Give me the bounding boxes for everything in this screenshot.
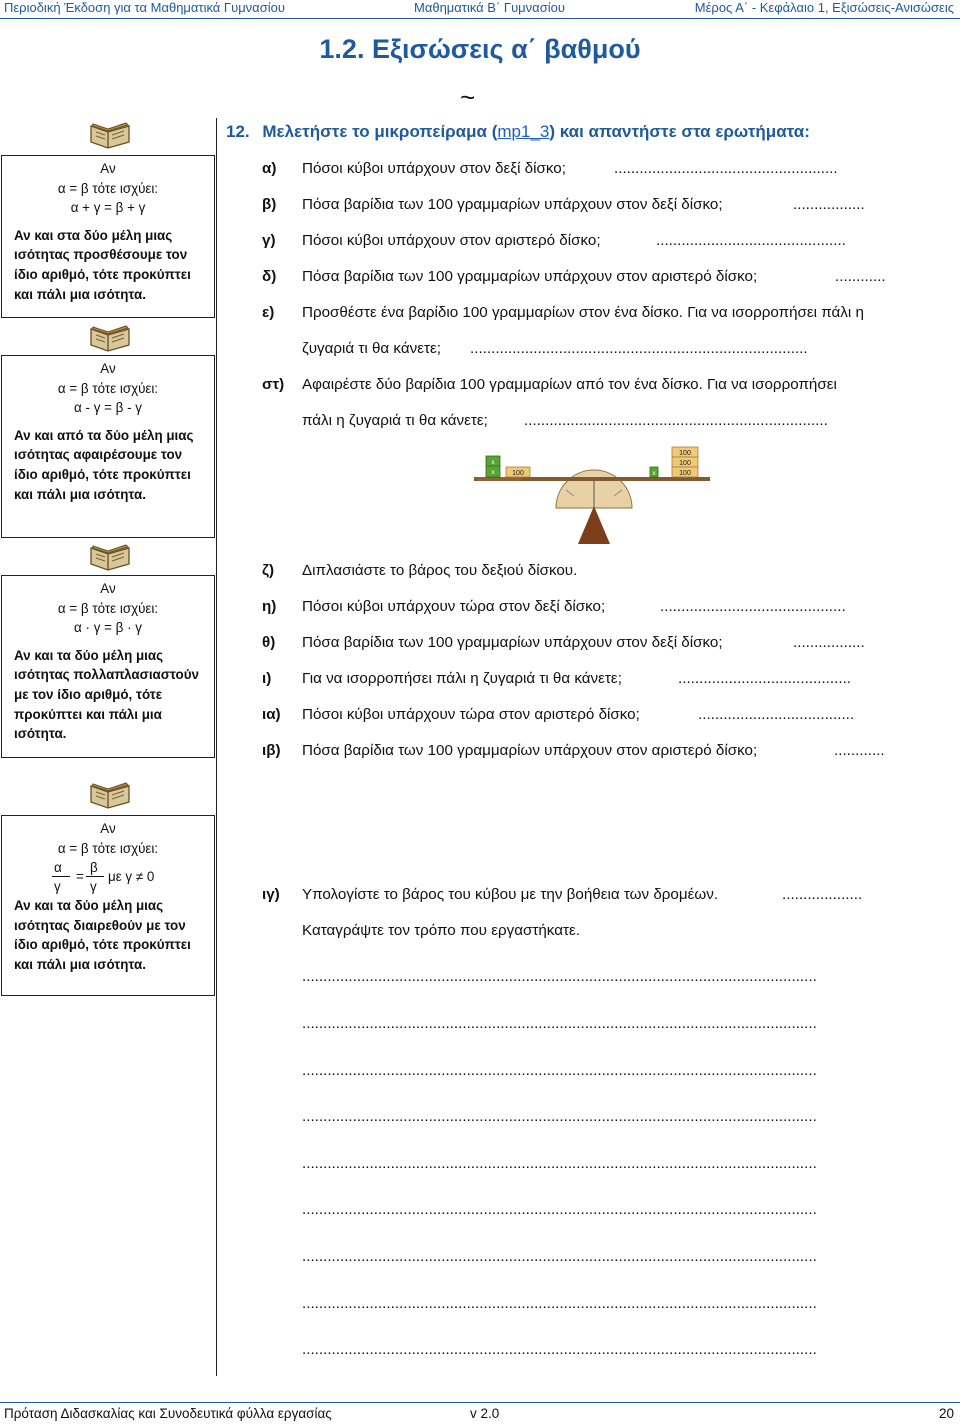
question-text: Αφαιρέστε δύο βαρίδια 100 γραμμαρίων από τον ένα δίσκο. Για να ισορροπήσει: [302, 376, 837, 393]
rule-formula: α + γ = β + γ: [70, 200, 146, 216]
question-label: ζ): [262, 562, 275, 579]
rule-premise: α = β τότε ισχύει:: [57, 180, 159, 196]
rule-if: Αν: [100, 581, 116, 596]
writing-line[interactable]: ..........................................................................................................................: [302, 1155, 817, 1172]
writing-line[interactable]: ..........................................................................................................................: [302, 1015, 817, 1032]
weight-label-right: 100: [679, 460, 691, 467]
question-label: α): [262, 160, 277, 177]
answer-line-th: .................: [793, 634, 865, 651]
rule-formula: α - γ = β - γ: [74, 400, 142, 416]
rule-formula: α · γ = β · γ: [74, 620, 142, 636]
writing-line[interactable]: ..........................................................................................................................: [302, 1295, 817, 1312]
rule-premise: α = β τότε ισχύει:: [57, 380, 159, 396]
rule-box-subtraction: [1, 355, 215, 538]
answer-line-b: .................: [793, 196, 865, 213]
fraction-numerator-right: β: [90, 860, 98, 876]
question-label: στ): [262, 376, 285, 393]
rule-box-addition: [1, 155, 215, 318]
cube-label: x: [491, 460, 495, 466]
footer-version: v 2.0: [470, 1406, 500, 1421]
answer-line-d: ............: [835, 268, 886, 285]
question-text-cont: ζυγαριά τι θα κάνετε;: [302, 340, 441, 357]
page-title: 1.2. Εξισώσεις α΄ βαθμού: [319, 34, 641, 64]
rule-if: Αν: [100, 821, 116, 836]
header-center: Μαθηματικά Β΄ Γυμνασίου: [414, 0, 565, 15]
answer-line-e: ................................................................................: [470, 340, 808, 357]
fraction-condition: με γ ≠ 0: [108, 869, 155, 885]
writing-line[interactable]: ..........................................................................................................................: [302, 1341, 817, 1358]
answer-line-ig: ...................: [782, 886, 863, 903]
exercise-intro-before: Μελετήστε το μικροπείραμα (: [262, 122, 498, 141]
rule-description: Αν και τα δύο μέλη μιας ισότητας πολλαπλασιαστούν με τον ίδιο αριθμό, τότε προκύπτει και πάλι μια ισότητα.: [14, 647, 199, 742]
rule-description: Αν και στα δύο μέλη μιας ισότητας προσθέσουμε τον ίδιο αριθμό, τότε προκύπτει και πάλι μια ισότητα.: [14, 227, 191, 302]
rule-description: Αν και από τα δύο μέλη μιας ισότητας αφαιρέσουμε τον ίδιο αριθμό, τότε προκύπτει και πάλι μια ισότητα.: [14, 427, 194, 502]
question-text-cont: πάλι η ζυγαριά τι θα κάνετε;: [302, 412, 488, 429]
rule-description: Αν και τα δύο μέλη μιας ισότητας διαιρεθούν με τον ίδιο αριθμό, τότε προκύπτει και πάλι μια ισότητα.: [14, 898, 191, 972]
header-right: Μέρος Α΄ - Κεφάλαιο 1, Εξισώσεις-Ανισώσεις: [694, 0, 954, 15]
page-number: 20: [938, 1406, 954, 1421]
writing-line[interactable]: ..........................................................................................................................: [302, 1108, 817, 1125]
exercise-number: 12.: [226, 122, 250, 141]
weight-label-left: 100: [512, 470, 524, 477]
column-divider: [216, 118, 217, 1376]
cube-label: x: [652, 471, 656, 477]
fraction-denominator-left: γ: [54, 879, 61, 895]
question-text: Πόσοι κύβοι υπάρχουν στον δεξί δίσκο;: [302, 160, 566, 177]
rule-box-division: [1, 815, 215, 996]
question-text: Πόσοι κύβοι υπάρχουν τώρα στον δεξί δίσκο;: [302, 598, 606, 615]
answer-line-c: .............................................: [656, 232, 846, 249]
header-left: Περιοδική Έκδοση για τα Μαθηματικά Γυμνασίου: [4, 0, 285, 15]
question-label: ι): [262, 670, 272, 687]
book-icon: [88, 323, 132, 353]
weight-label-right: 100: [679, 450, 691, 457]
footer-left: Πρόταση Διδασκαλίας και Συνοδευτικά φύλλα εργασίας: [4, 1406, 332, 1421]
fraction-numerator-left: α: [54, 860, 62, 876]
question-text: Πόσοι κύβοι υπάρχουν τώρα στον αριστερό δίσκο;: [302, 706, 640, 723]
question-label: ια): [262, 706, 281, 723]
answer-line-ib: ............: [834, 742, 885, 759]
writing-line[interactable]: ..........................................................................................................................: [302, 1062, 817, 1079]
rule-if: Αν: [100, 161, 116, 176]
writing-line[interactable]: ..........................................................................................................................: [302, 1248, 817, 1265]
weight-label-right: 100: [679, 470, 691, 477]
question-text-cont: Καταγράψτε τον τρόπο που εργαστήκατε.: [302, 922, 580, 939]
page-header: [0, 0, 960, 19]
book-icon: [88, 542, 132, 572]
question-text: Πόσα βαρίδια των 100 γραμμαρίων υπάρχουν στον αριστερό δίσκο;: [302, 742, 758, 759]
rule-if: Αν: [100, 361, 116, 376]
rule-premise: α = β τότε ισχύει:: [57, 600, 159, 616]
balance-scale-illustration: [470, 440, 710, 550]
fraction-formula: [14, 858, 202, 896]
question-text: Πόσα βαρίδια των 100 γραμμαρίων υπάρχουν στον αριστερό δίσκο;: [302, 268, 758, 285]
question-label: γ): [262, 232, 276, 249]
rule-box-multiplication: [1, 575, 215, 758]
question-label: ε): [262, 304, 275, 321]
writing-line[interactable]: ..........................................................................................................................: [302, 1201, 817, 1218]
tilde-mark: ~: [460, 82, 476, 112]
fraction-equals: =: [76, 869, 84, 885]
question-text: Πόσα βαρίδια των 100 γραμμαρίων υπάρχουν στον δεξί δίσκο;: [302, 196, 723, 213]
question-text: Προσθέστε ένα βαρίδιο 100 γραμμαρίων στον ένα δίσκο. Για να ισορροπήσει πάλι η: [302, 304, 864, 321]
cube-label: x: [491, 470, 495, 476]
question-label: ιβ): [262, 742, 281, 759]
answer-line-ia: .....................................: [698, 706, 855, 723]
question-label: β): [262, 196, 277, 213]
question-label: θ): [262, 634, 276, 651]
writing-line[interactable]: ..........................................................................................................................: [302, 968, 817, 985]
exercise-intro-after: ) και απαντήστε στα ερωτήματα:: [549, 122, 810, 141]
question-text: Για να ισορροπήσει πάλι η ζυγαριά τι θα κάνετε;: [302, 670, 622, 687]
rule-premise: α = β τότε ισχύει:: [57, 840, 159, 856]
book-icon: [88, 120, 132, 150]
question-label: δ): [262, 268, 277, 285]
book-icon: [88, 780, 132, 810]
question-text: Διπλασιάστε το βάρος του δεξιού δίσκου.: [302, 562, 578, 579]
fraction-denominator-right: γ: [90, 879, 97, 895]
question-text: Πόσοι κύβοι υπάρχουν στον αριστερό δίσκο;: [302, 232, 601, 249]
answer-line-h: ............................................: [660, 598, 846, 615]
microexperiment-link[interactable]: mp1_3: [497, 122, 550, 141]
question-text: Πόσα βαρίδια των 100 γραμμαρίων υπάρχουν στον δεξί δίσκο;: [302, 634, 723, 651]
answer-line-st: ........................................................................: [524, 412, 828, 429]
question-label: η): [262, 598, 277, 615]
exercise-heading: [226, 122, 810, 142]
answer-line-a: .....................................................: [614, 160, 838, 177]
question-text: Υπολογίστε το βάρος του κύβου με την βοήθεια των δρομέων.: [302, 886, 719, 903]
question-label: ιγ): [262, 886, 280, 903]
page-footer: [0, 1402, 960, 1424]
answer-line-i: .........................................: [678, 670, 852, 687]
